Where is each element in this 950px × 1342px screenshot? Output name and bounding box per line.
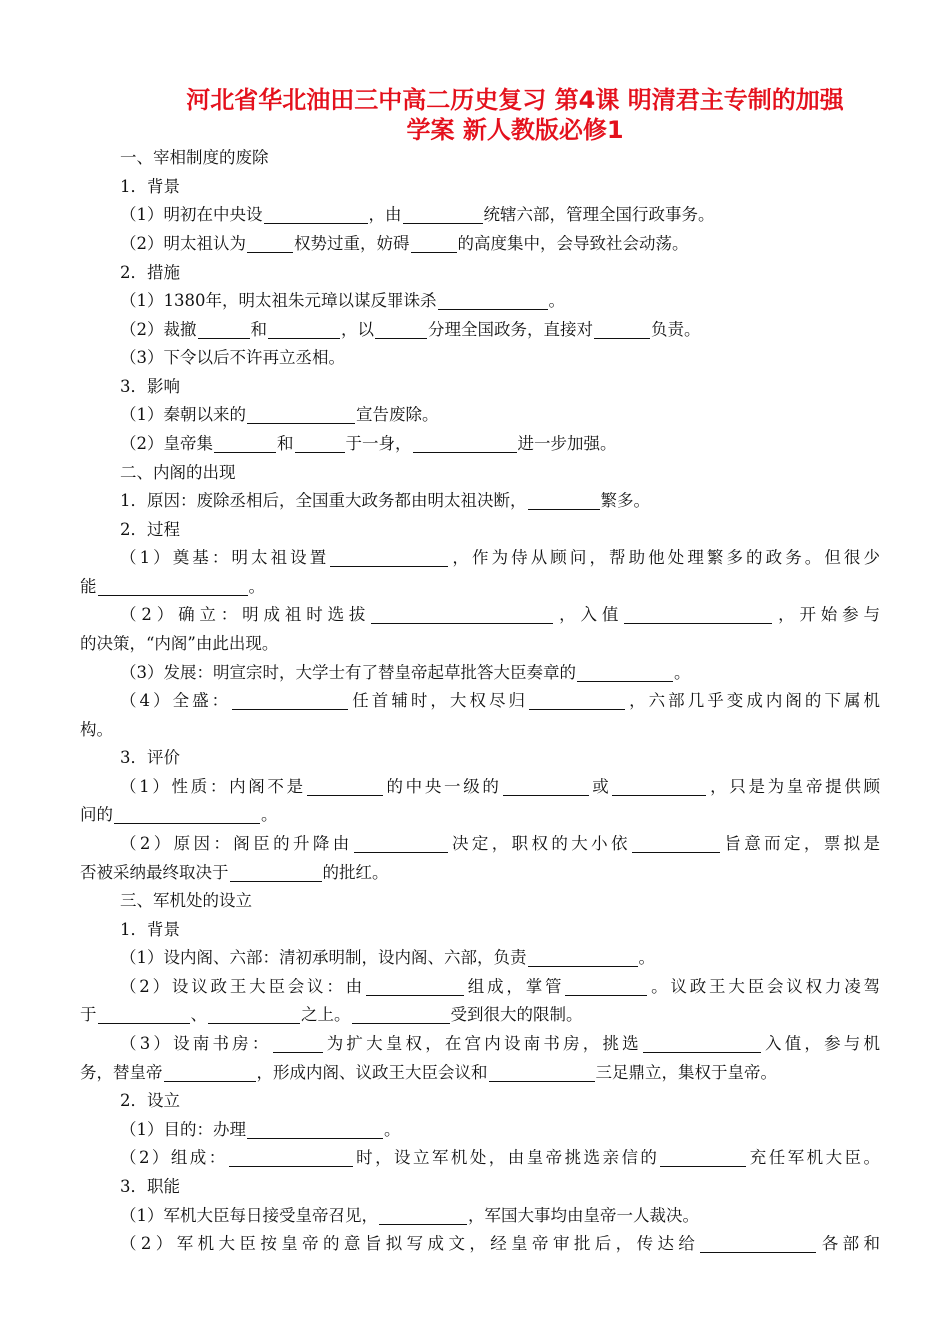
line-text: 能	[80, 577, 97, 596]
line-text: （2）组成：	[120, 1148, 228, 1167]
fill-in-blank[interactable]	[375, 321, 427, 339]
line-text: 各部和	[817, 1234, 881, 1253]
fill-in-blank[interactable]	[643, 1035, 761, 1053]
fill-in-blank[interactable]	[198, 321, 250, 339]
line-text: （2）裁撤	[120, 320, 197, 339]
line-text: 。	[548, 291, 565, 310]
fill-in-blank[interactable]	[366, 978, 464, 996]
line-text: 充任军机大臣。	[747, 1148, 881, 1167]
fill-in-blank[interactable]	[632, 835, 720, 853]
text-line	[120, 947, 880, 969]
fill-in-blank[interactable]	[247, 406, 355, 424]
fill-in-blank[interactable]	[503, 778, 589, 796]
fill-in-blank[interactable]	[411, 235, 457, 253]
line-text: （1）奠基：明太祖设置	[120, 548, 330, 567]
line-text: 繁多。	[600, 491, 650, 510]
line-text: 的中央一级的	[383, 777, 502, 796]
line-text: （1）明初在中央设	[120, 205, 263, 224]
fill-in-blank[interactable]	[565, 978, 647, 996]
line-text: 三、军机处的设立	[120, 891, 252, 910]
line-text: ，六部几乎变成内阁的下属机	[626, 691, 881, 710]
text-line	[120, 976, 880, 998]
line-text: 否被采纳最终取决于	[80, 863, 229, 882]
line-text: ，形成内阁、议政王大臣会议和	[256, 1063, 488, 1082]
fill-in-blank[interactable]	[307, 778, 383, 796]
fill-in-blank[interactable]	[208, 1006, 300, 1024]
fill-in-blank[interactable]	[295, 435, 345, 453]
line-text: （2）军机大臣按皇帝的意旨拟写成文，经皇帝审批后，传达给	[120, 1234, 700, 1253]
text-line	[120, 833, 880, 855]
line-text: （1）军机大臣每日接受皇帝召见，	[120, 1206, 378, 1225]
text-line	[120, 519, 880, 541]
text-line	[120, 1090, 880, 1112]
fill-in-blank[interactable]	[403, 206, 483, 224]
fill-in-blank[interactable]	[214, 435, 276, 453]
text-line	[120, 1119, 880, 1141]
line-text: 和	[277, 434, 294, 453]
text-line	[120, 776, 880, 798]
fill-in-blank[interactable]	[330, 549, 448, 567]
fill-in-blank[interactable]	[164, 1064, 256, 1082]
text-line	[120, 176, 880, 198]
text-line	[80, 804, 880, 826]
line-text: （3）设南书房：	[120, 1034, 272, 1053]
line-text: 1．原因：废除丞相后，全国重大政务都由明太祖决断，	[120, 491, 527, 510]
line-text: 。	[638, 948, 655, 967]
line-text: 的决策，“内阁”由此出现。	[80, 634, 279, 653]
line-text: 的高度集中，会导致社会动荡。	[457, 234, 689, 253]
fill-in-blank[interactable]	[352, 1006, 450, 1024]
line-text: 3．评价	[120, 748, 180, 767]
text-line	[120, 1033, 880, 1055]
text-line	[120, 1205, 880, 1227]
line-text: （2）设议政王大臣会议：由	[120, 977, 365, 996]
text-line	[120, 662, 880, 684]
text-line	[120, 262, 880, 284]
text-line	[120, 490, 880, 512]
fill-in-blank[interactable]	[529, 692, 625, 710]
text-line	[120, 462, 880, 484]
line-text: 1．背景	[120, 177, 180, 196]
line-text: 的批红。	[322, 863, 389, 882]
line-text: 宣告废除。	[356, 405, 439, 424]
line-text: 3．职能	[120, 1177, 180, 1196]
text-line	[120, 919, 880, 941]
text-line	[80, 862, 880, 884]
text-line	[120, 404, 880, 426]
fill-in-blank[interactable]	[98, 578, 248, 596]
line-text: （2）皇帝集	[120, 434, 213, 453]
text-line	[80, 1062, 880, 1084]
line-text: （1）秦朝以来的	[120, 405, 246, 424]
line-text: 权势过重，妨碍	[294, 234, 410, 253]
line-text: （1）1380年，明太祖朱元璋以谋反罪诛杀	[120, 291, 437, 310]
line-text: 决定，职权的大小依	[448, 834, 631, 853]
line-text: ，只是为皇帝提供顾	[707, 777, 881, 796]
text-line	[120, 747, 880, 769]
text-line	[80, 576, 880, 598]
line-text: ，作为侍从顾问，帮助他处理繁多的政务。但很少	[449, 548, 881, 567]
text-line	[120, 347, 880, 369]
text-line	[120, 204, 880, 226]
line-text: 入值，参与机	[761, 1034, 881, 1053]
fill-in-blank[interactable]	[229, 1149, 353, 1167]
line-text: 一、宰相制度的废除	[120, 148, 269, 167]
text-line	[120, 1176, 880, 1198]
fill-in-blank[interactable]	[230, 864, 322, 882]
line-text: （1）性质：内阁不是	[120, 777, 306, 796]
line-text: 组成，掌管	[464, 977, 565, 996]
line-text: （4）全盛：	[120, 691, 232, 710]
line-text: 任首辅时，大权尽归	[349, 691, 529, 710]
line-text: 分理全国政务，直接对	[428, 320, 593, 339]
fill-in-blank[interactable]	[264, 206, 368, 224]
fill-in-blank[interactable]	[594, 321, 650, 339]
fill-in-blank[interactable]	[413, 435, 517, 453]
fill-in-blank[interactable]	[624, 606, 772, 624]
fill-in-blank[interactable]	[247, 1121, 383, 1139]
text-line	[120, 147, 880, 169]
document-title-line-1: 河北省华北油田三中高二历史复习 第4课 明清君主专制的加强	[186, 86, 844, 114]
fill-in-blank[interactable]	[354, 835, 448, 853]
line-text: 、	[190, 1005, 207, 1024]
line-text: 1．背景	[120, 920, 180, 939]
line-text: ，军国大事均由皇帝一人裁决。	[468, 1206, 699, 1225]
line-text: （2）确立：明成祖时选拔	[120, 605, 371, 624]
line-text: 和	[250, 320, 267, 339]
fill-in-blank[interactable]	[577, 664, 673, 682]
line-text: 于一身，	[345, 434, 412, 453]
line-text: 受到很大的限制。	[450, 1005, 583, 1024]
text-line	[120, 1147, 880, 1169]
fill-in-blank[interactable]	[438, 292, 548, 310]
line-text: 之上。	[301, 1005, 351, 1024]
fill-in-blank[interactable]	[379, 1207, 467, 1225]
fill-in-blank[interactable]	[232, 692, 348, 710]
line-text: 务，替皇帝	[80, 1063, 163, 1082]
fill-in-blank[interactable]	[528, 492, 600, 510]
text-line	[80, 633, 880, 655]
text-line	[120, 376, 880, 398]
fill-in-blank[interactable]	[612, 778, 706, 796]
line-text: 。	[384, 1120, 401, 1139]
text-line	[120, 1233, 880, 1255]
fill-in-blank[interactable]	[98, 1006, 190, 1024]
line-text: 2．过程	[120, 520, 180, 539]
fill-in-blank[interactable]	[273, 1035, 323, 1053]
line-text: 于	[80, 1005, 97, 1024]
fill-in-blank[interactable]	[489, 1064, 595, 1082]
line-text: 。	[261, 805, 278, 824]
fill-in-blank[interactable]	[528, 949, 638, 967]
text-line	[120, 319, 880, 341]
text-line	[120, 890, 880, 912]
line-text: （3）发展：明宣宗时，大学士有了替皇帝起草批答大臣奏章的	[120, 663, 576, 682]
line-text: 三足鼎立，集权于皇帝。	[595, 1063, 777, 1082]
line-text: （1）设内阁、六部：清初承明制，设内阁、六部，负责	[120, 948, 527, 967]
line-text: （2）原因：阁臣的升降由	[120, 834, 353, 853]
line-text: ，由	[368, 205, 402, 224]
line-text: 旨意而定，票拟是	[720, 834, 881, 853]
line-text: 为扩大皇权，在宫内设南书房，挑选	[323, 1034, 642, 1053]
line-text: 二、内阁的出现	[120, 463, 236, 482]
text-line	[120, 290, 880, 312]
line-text: 。议政王大臣会议权力凌驾	[648, 977, 881, 996]
line-text: 2．措施	[120, 263, 180, 282]
text-line	[120, 433, 880, 455]
line-text: 时，设立军机处，由皇帝挑选亲信的	[353, 1148, 660, 1167]
line-text: 问的	[80, 805, 113, 824]
text-line	[80, 1004, 880, 1026]
line-text: 3．影响	[120, 377, 180, 396]
text-line	[80, 719, 880, 741]
line-text: ，入值	[554, 605, 624, 624]
line-text: 。	[674, 663, 691, 682]
text-line	[120, 547, 880, 569]
line-text: （1）目的：办理	[120, 1120, 246, 1139]
line-text: 。	[248, 577, 265, 596]
line-text: 或	[589, 777, 612, 796]
line-text: ，开始参与	[773, 605, 881, 624]
fill-in-blank[interactable]	[247, 235, 293, 253]
line-text: 构。	[80, 720, 113, 739]
text-line	[120, 233, 880, 255]
line-text: 进一步加强。	[517, 434, 617, 453]
line-text: 统辖六部，管理全国行政事务。	[483, 205, 715, 224]
fill-in-blank[interactable]	[371, 606, 553, 624]
fill-in-blank[interactable]	[114, 806, 260, 824]
fill-in-blank[interactable]	[268, 321, 340, 339]
line-text: 2．设立	[120, 1091, 180, 1110]
line-text: ，以	[341, 320, 374, 339]
fill-in-blank[interactable]	[660, 1149, 746, 1167]
fill-in-blank[interactable]	[700, 1235, 816, 1253]
line-text: 负责。	[651, 320, 701, 339]
text-line	[120, 690, 880, 712]
line-text: （2）明太祖认为	[120, 234, 246, 253]
line-text: （3）下令以后不许再立丞相。	[120, 348, 345, 367]
text-line	[120, 604, 880, 626]
document-title-line-2: 学案 新人教版必修1	[406, 116, 624, 144]
